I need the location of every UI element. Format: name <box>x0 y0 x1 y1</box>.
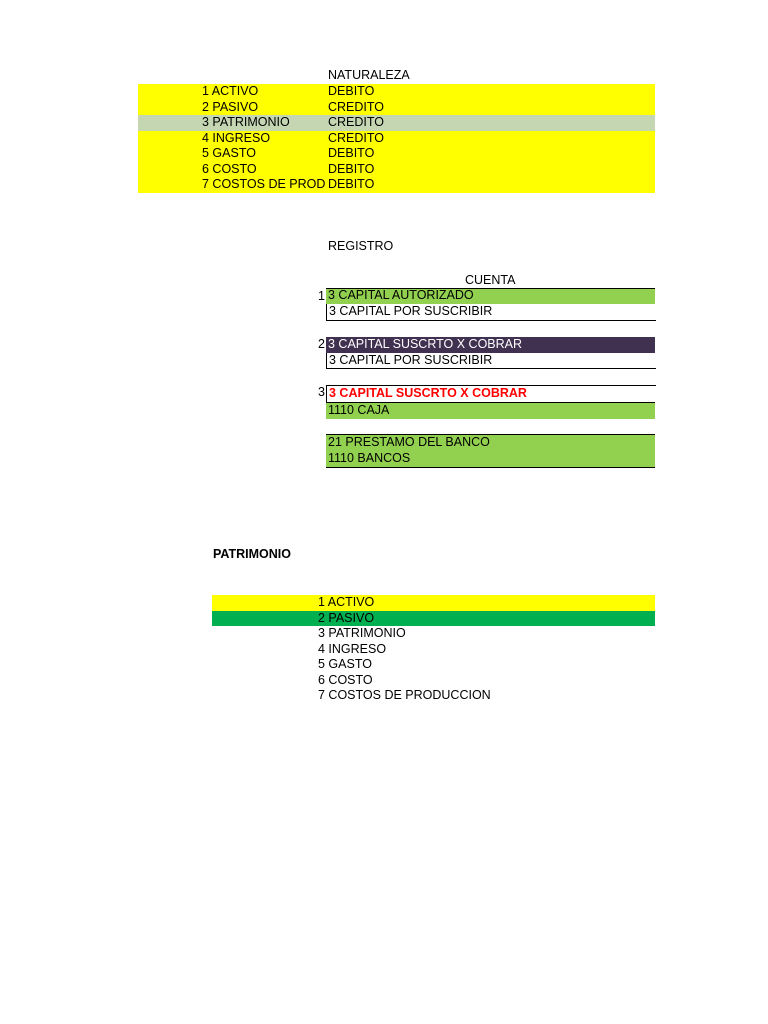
registro-line-text: 21 PRESTAMO DEL BANCO <box>328 435 490 449</box>
registro-number: 1 <box>318 289 325 303</box>
registro-line-text: 3 CAPITAL SUSCRTO X COBRAR <box>328 337 523 351</box>
list-item-label: 1 ACTIVO <box>318 595 375 609</box>
list-item-label: 2 PASIVO <box>318 610 375 625</box>
registro-line <box>326 304 656 321</box>
naturaleza-cell: DEBITO <box>328 146 375 160</box>
naturaleza-cell: DEBITO <box>328 177 375 191</box>
registro-line <box>326 288 655 304</box>
registro-line <box>326 385 656 402</box>
naturaleza-cell: CREDITO <box>328 115 385 129</box>
registro-line-text: 3 CAPITAL POR SUSCRIBIR <box>329 304 493 318</box>
list-item-label: 5 GASTO <box>318 657 372 671</box>
table-row <box>138 177 655 193</box>
table-row <box>138 146 655 162</box>
table-row <box>138 131 655 147</box>
registro-line-text: 3 CAPITAL SUSCRTO X COBRAR <box>329 386 527 400</box>
cuenta-cell: 6 COSTO <box>202 161 257 176</box>
naturaleza-cell: CREDITO <box>328 130 385 145</box>
naturaleza-cell: CREDITO <box>328 99 385 114</box>
list-item-label: 3 PATRIMONIO <box>318 626 406 640</box>
naturaleza-cell: DEBITO <box>328 161 375 176</box>
cuenta-cell: 5 GASTO <box>202 146 256 160</box>
cuenta-cell: 2 PASIVO <box>202 99 259 114</box>
table-row <box>138 115 655 131</box>
registro-line <box>326 337 655 353</box>
registro-number: 2 <box>318 337 325 351</box>
registro-title: REGISTRO <box>328 239 394 253</box>
list-item <box>212 673 655 689</box>
registro-line-text: 3 CAPITAL POR SUSCRIBIR <box>329 353 493 367</box>
registro-line <box>326 451 655 468</box>
registro-line <box>326 353 656 369</box>
list-item <box>212 595 655 611</box>
list-item-label: 6 COSTO <box>318 672 373 687</box>
patrimonio-title: PATRIMONIO <box>213 547 292 561</box>
list-item <box>212 642 655 658</box>
registro-line-text: 1110 CAJA <box>328 403 390 417</box>
list-item <box>212 611 655 627</box>
cuenta-cell: 4 INGRESO <box>202 130 271 145</box>
list-item-label: 7 COSTOS DE PRODUCCION <box>318 688 491 702</box>
list-item-label: 4 INGRESO <box>318 641 387 656</box>
cuenta-cell: 3 PATRIMONIO <box>202 115 290 129</box>
cuenta-cell: 1 ACTIVO <box>202 84 259 98</box>
registro-line-text: 1110 BANCOS <box>328 451 411 465</box>
registro-line-text: 3 CAPITAL AUTORIZADO <box>328 288 474 302</box>
cuenta-header: CUENTA <box>465 273 516 287</box>
registro-number: 3 <box>318 385 325 399</box>
table-row <box>138 162 655 178</box>
list-item <box>212 626 655 642</box>
naturaleza-header: NATURALEZA <box>328 68 410 82</box>
list-item <box>212 688 655 704</box>
registro-line <box>326 402 655 419</box>
cuenta-cell: 7 COSTOS DE PROD <box>202 177 326 191</box>
registro-line <box>326 434 655 451</box>
list-item <box>212 657 655 673</box>
table-row <box>138 100 655 116</box>
naturaleza-cell: DEBITO <box>328 84 375 98</box>
table-row <box>138 84 655 100</box>
